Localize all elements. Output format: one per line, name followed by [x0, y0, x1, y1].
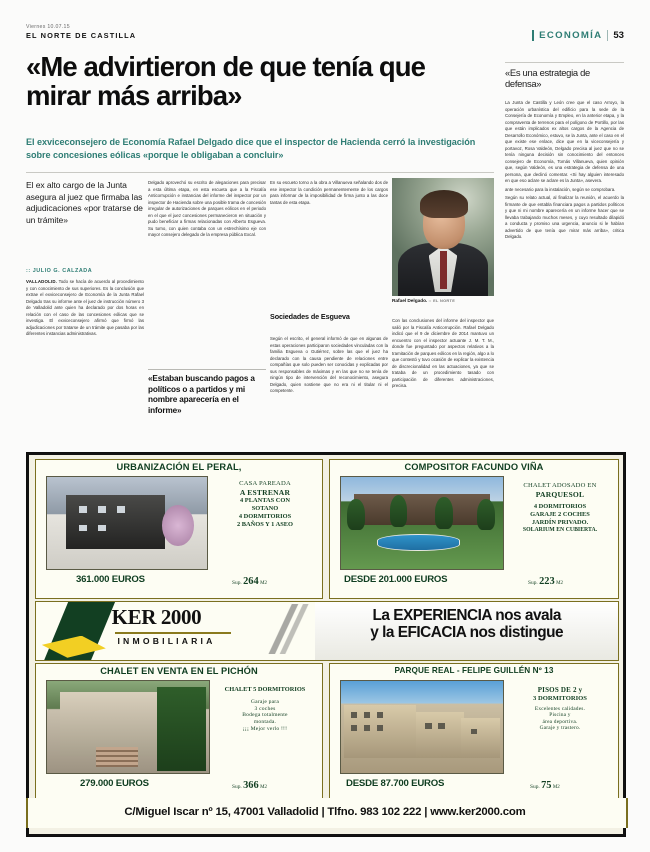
- ad4-window: [438, 723, 444, 729]
- body-text-1: Todo se hacía de acuerdo al procedimiento y con conocimiento de sus superiores. Es la conclusión que extrae el exviceconsejero de Economía de la Junta Rafael Delgado tras su informe ante el juez de instrucción número 3 de Valladolid ante quien ha declarado por dos horas en relación con el caso de las concesiones eólicas que se investiga. El exviceconsejero afirmó que firmó las adjudicaciones por tratarse de un trámite que pasaba por las diferentes instancias administrativas.: [26, 279, 144, 337]
- article-lead: El ex alto cargo de la Junta asegura al juez que firmaba las adjudicaciones «por tratarse de un trámite»: [26, 180, 143, 226]
- ad3-spec-1: CHALET 5 DORMITORIOS: [224, 686, 306, 693]
- ad1-spec-5: 4 DORMITORIOS: [238, 512, 292, 520]
- article-photo: [392, 178, 494, 296]
- ad4-window: [364, 712, 370, 718]
- ad2-specs: [506, 482, 614, 534]
- ad1-price: 361.000 EUROS: [76, 574, 145, 585]
- ad3-sup-unit: M2: [260, 785, 268, 790]
- ad4-sup-unit: M2: [552, 785, 560, 790]
- ad3-photo-art: [47, 681, 209, 773]
- ad4-spec-5: área deportiva.: [542, 718, 578, 725]
- banner-logo-area: [36, 602, 327, 660]
- photo-subject-tie: [440, 251, 447, 289]
- ad3-price: 279.000 EUROS: [80, 778, 149, 789]
- article-byline: :: JULIO G. CALZADA: [26, 268, 93, 274]
- ad2-spec-4: GARAJE 2 COCHES: [530, 511, 590, 519]
- ad4-window: [471, 729, 477, 735]
- ad3-vegetation: [157, 687, 206, 772]
- body-text-3b: Según el escrito, el general informó de que en algunas de estas operaciones participaron sociedades vinculadas con la familia Esgueva o Gutiérrez, sobre las que el juez ha declarado con la causa pendiente de relaciones entre compañías que solo pueden ser conocidas y explicadas por sus responsables de máximas y en las que no se tenía de ningún tipo de intervención del reconocimiento, asegura Delgado, quien sostiene que no era ni el titular ni el competente.: [270, 336, 388, 394]
- ad4-building: [461, 718, 500, 758]
- ad4-spec-6: Garaje y trastero.: [539, 725, 581, 732]
- ad4-spec-4: Piscina y: [549, 712, 571, 719]
- section-accent-bar: [532, 30, 534, 41]
- advertisement-block[interactable]: [26, 452, 626, 837]
- ad2-building: [354, 494, 490, 525]
- section-divider: [607, 30, 608, 41]
- ad2-sup-label: Sup.: [528, 580, 538, 586]
- body-column-1: [26, 279, 144, 449]
- ad2-spec-3: 4 DORMITORIOS: [533, 503, 587, 511]
- photo-credit: :: EL NORTE: [428, 298, 456, 303]
- article-pullquote: «Estaban buscando pagos a políticos o a partidos y mi nombre aparecería en el informe»: [148, 374, 255, 415]
- ad4-title: PARQUE REAL - FELIPE GUILLÉN Nº 13: [394, 666, 554, 675]
- masthead-date: Viernes 10.07.15: [26, 24, 70, 30]
- body-text-4: Con las conclusiones del informe del inspector que salió por la Fiscalía Anticorrupción. Rafael Delgado indicó que el 9 de diciembre de 2014 mantuvo un encuentro con el inspector actuante J. M. T. M., donde fue preguntado por aspectos relativos a la tramitación de parques eólicos en la región, algo a lo que contestó y tuvo ocasión de explicar la existencia de discrecionalidad en las actuaciones, ya que se trataba de un procedimiento tasado con participación de diferentes administraciones, precisa.: [392, 318, 494, 389]
- page-number: 53: [613, 30, 624, 41]
- ad4-photo-art: [341, 681, 503, 773]
- ad4-spec-1: PISOS DE 2 y: [537, 686, 583, 694]
- ad4-spec-3: Excelentes calidades.: [534, 705, 586, 712]
- ad1-surface: [232, 576, 267, 587]
- ad4-window: [425, 723, 431, 729]
- photo-subject-hair: [420, 190, 469, 218]
- keys-icon: [254, 604, 324, 654]
- ad1-window: [117, 506, 125, 512]
- ad-card-compositor-facundo-vina[interactable]: [329, 459, 619, 599]
- body-text-2: Delgado aprovechó su escrito de alegaciones para precisar a esta última etapa, en esta escueta que a la Fiscalía Anticorrupción e instancias del informe del inspector por un inspector de Hacienda sobre una posible trama de concesión irregular de autorizaciones de parques eólicos en el periodo en el que el juez concesiones permanecieron en situación y pudo beneficiar a firmas relacionadas con Alberto Esgueva. Su turno, con quien contaba con un estrechísimo eje con mayor consejero delegado de la empresa pública Excal.: [148, 180, 266, 238]
- ad2-spec-2: PARQUESOL: [535, 490, 585, 500]
- banner-divider: [115, 632, 231, 634]
- masthead-paper-name: EL NORTE DE CASTILLA: [26, 31, 137, 40]
- masthead-section-group: [532, 30, 624, 41]
- ad1-title: URBANIZACIÓN EL PERAL,: [116, 462, 242, 472]
- banner-slogan-line-2: y la EFICACIA nos distingue: [370, 624, 564, 642]
- ad2-sup-value: 223: [539, 576, 555, 587]
- ad1-spec-6: 2 BAÑOS Y 1 ASEO: [237, 520, 293, 528]
- sidebar-rule: [505, 62, 624, 63]
- ad3-surface: [232, 780, 267, 791]
- ad4-window: [364, 725, 370, 731]
- header-rule: [26, 172, 494, 173]
- photo-caption: [392, 298, 494, 304]
- dateline: VALLADOLID.: [26, 279, 58, 284]
- banner-slogan-line-1: La EXPERIENCIA nos avala: [372, 606, 561, 624]
- body-text-3: En su escueto torno a la obra a Villanueva señalando dos de ese inspector la condición permanentemente de los cargos para informar de la imposibilidad de firma junto a las doce tantas de esta etapa.: [270, 180, 388, 205]
- section-label: ECONOMÍA: [539, 30, 603, 41]
- ad1-window: [79, 506, 87, 512]
- ad1-window: [98, 525, 106, 531]
- ad4-building: [416, 712, 465, 758]
- ad2-tree: [435, 497, 453, 528]
- ad1-sup-unit: M2: [260, 581, 268, 586]
- ad1-specs: [212, 480, 318, 529]
- ad3-sup-label: Sup.: [232, 784, 242, 790]
- ad4-window: [377, 725, 383, 731]
- ad2-tree: [477, 499, 495, 530]
- banner-slogan-area: [315, 602, 618, 660]
- advertisement-inner: [29, 455, 623, 834]
- ad2-photo-art: [341, 477, 503, 569]
- ad4-specs: [506, 686, 614, 732]
- ad3-staircase: [96, 747, 138, 767]
- ad1-spec-1: CASA PAREADA: [239, 480, 291, 487]
- ad1-sup-value: 264: [243, 576, 259, 587]
- ad1-sup-label: Sup.: [232, 580, 242, 586]
- ad2-spec-5: JARDÍN PRIVADO.: [531, 518, 589, 526]
- ad2-pool: [377, 534, 460, 551]
- body-column-2: [148, 180, 266, 370]
- ad-card-chalet-el-pichon[interactable]: [35, 663, 323, 803]
- ad2-spec-6: SOLARIUM EN CUBIERTA.: [522, 526, 598, 533]
- ad4-price: DESDE 87.700 EUROS: [346, 778, 445, 789]
- ad-card-urbanizacion-el-peral[interactable]: [35, 459, 323, 599]
- body-column-4: [392, 318, 494, 448]
- ad1-window: [79, 525, 87, 531]
- ad4-window: [377, 712, 383, 718]
- ad3-photo: [46, 680, 210, 774]
- sidebar-title: «Es una estrategia de defensa»: [505, 67, 590, 89]
- ad3-sup-value: 366: [243, 780, 259, 791]
- banner-brand: KER 2000: [111, 605, 202, 630]
- ad1-window: [98, 506, 106, 512]
- ad4-spec-2: 3 DORMITORIOS: [533, 694, 587, 702]
- advertiser-contact-text: C/Miguel Iscar nº 15, 47001 Valladolid | Tlfno. 983 102 222 | www.ker2000.com: [124, 806, 526, 818]
- body-column-3: [270, 180, 388, 310]
- article-headline: «Me advirtieron de que tenía que mirar más arriba»: [26, 51, 426, 112]
- ad4-window: [351, 725, 357, 731]
- ad3-title: CHALET EN VENTA EN EL PICHÓN: [100, 666, 258, 676]
- body-column-3b: [270, 336, 388, 448]
- ad3-spec-4: Bodega totalmente: [242, 712, 288, 719]
- ad-card-parque-real[interactable]: [329, 663, 619, 803]
- sidebar-paragraph-2: ante necesario para la instalación, según se comprobara.: [505, 186, 616, 192]
- ad4-sup-value: 75: [541, 780, 552, 791]
- pullquote-rule: [148, 369, 266, 370]
- banner-slogan: [324, 607, 608, 643]
- ad1-photo-art: [47, 477, 207, 569]
- photo-caption-text: Rafael Delgado.: [392, 299, 428, 304]
- ker2000-banner[interactable]: [35, 601, 619, 661]
- ad1-spec-3: 4 PLANTAS CON: [240, 497, 290, 505]
- article-subhead: El exviceconsejero de Economía Rafael Delgado dice que el inspector de Hacienda cerró la investigación sobre concesiones eólicas «porque le obligaban a concluir»: [26, 137, 476, 160]
- ad3-spec-2: Garaje para: [250, 698, 280, 705]
- ad2-tree: [390, 495, 408, 526]
- ad1-photo: [46, 476, 208, 570]
- ad2-photo: [340, 476, 504, 570]
- ad1-spec-2: A ESTRENAR: [239, 488, 291, 498]
- ad2-surface: [528, 576, 563, 587]
- sidebar-body: [505, 100, 624, 448]
- ad1-building: [66, 495, 165, 548]
- ad3-spec-6: ¡¡¡ Mejor verlo !!!: [242, 726, 288, 733]
- ad4-surface: [530, 780, 560, 791]
- banner-subbrand: INMOBILIARIA: [117, 635, 216, 646]
- ad1-tree: [162, 505, 194, 546]
- ad2-title: COMPOSITOR FACUNDO VIÑA: [404, 462, 544, 472]
- article-subheading: Sociedades de Esgueva: [270, 312, 350, 321]
- sidebar-paragraph-1: La Junta de Castilla y León cree que el caso Arroyo, la operación urbanística del edificio para la sede de la Consejería de Economía y Empleo, en la anterior etapa, y la compraventa de terrenos para el polígono de Portillo, por las que están implicados ex altos cargos de la Agencia de Desarrollo Económico, estuvo, se la Junta, ante el caso en el que existe ese enlace, dice que en la viceconsejería y portavoz, Rosa Valdeón, Delgado precisa al juez que no se tenía ninguna decisión sin conocimiento del entonces consejero de Economía, Tomás Villanueva, quien opinión que, según Valdeón, es una estrategia de defensa de una persona, que declinó comentar. «Si hay alguien interesado en que eso aclare se aclare es la Junta», asevera.: [505, 100, 624, 184]
- masthead: [26, 24, 624, 40]
- ad2-price: DESDE 201.000 EUROS: [344, 574, 448, 585]
- ad4-sup-label: Sup.: [530, 784, 540, 790]
- ad2-sup-unit: M2: [556, 581, 564, 586]
- ad3-spec-5: montada.: [253, 719, 277, 726]
- ad3-specs: [210, 686, 320, 733]
- ad2-spec-1: CHALET ADOSADO EN: [523, 482, 597, 489]
- ad2-tree: [347, 499, 365, 530]
- ad3-spec-3: 3 coches: [254, 705, 276, 712]
- sidebar-paragraph-3: Según su relato actual, al finalizar la reunión, el acuerdo la firmante de que entabla financiara pagos a partidos políticos y que ni mi nombre aparecería en un informe hacer que se llevaba trabajando muchos meses, y cuyo resultado dilapidó a conducta y promiso una urgencia, anuncio si le habían advertido de que tenía que mirar más arriba», critica Delgado.: [505, 195, 624, 240]
- ad4-photo: [340, 680, 504, 774]
- ad1-spec-4: SOTANO: [251, 505, 279, 513]
- ad4-window: [351, 712, 357, 718]
